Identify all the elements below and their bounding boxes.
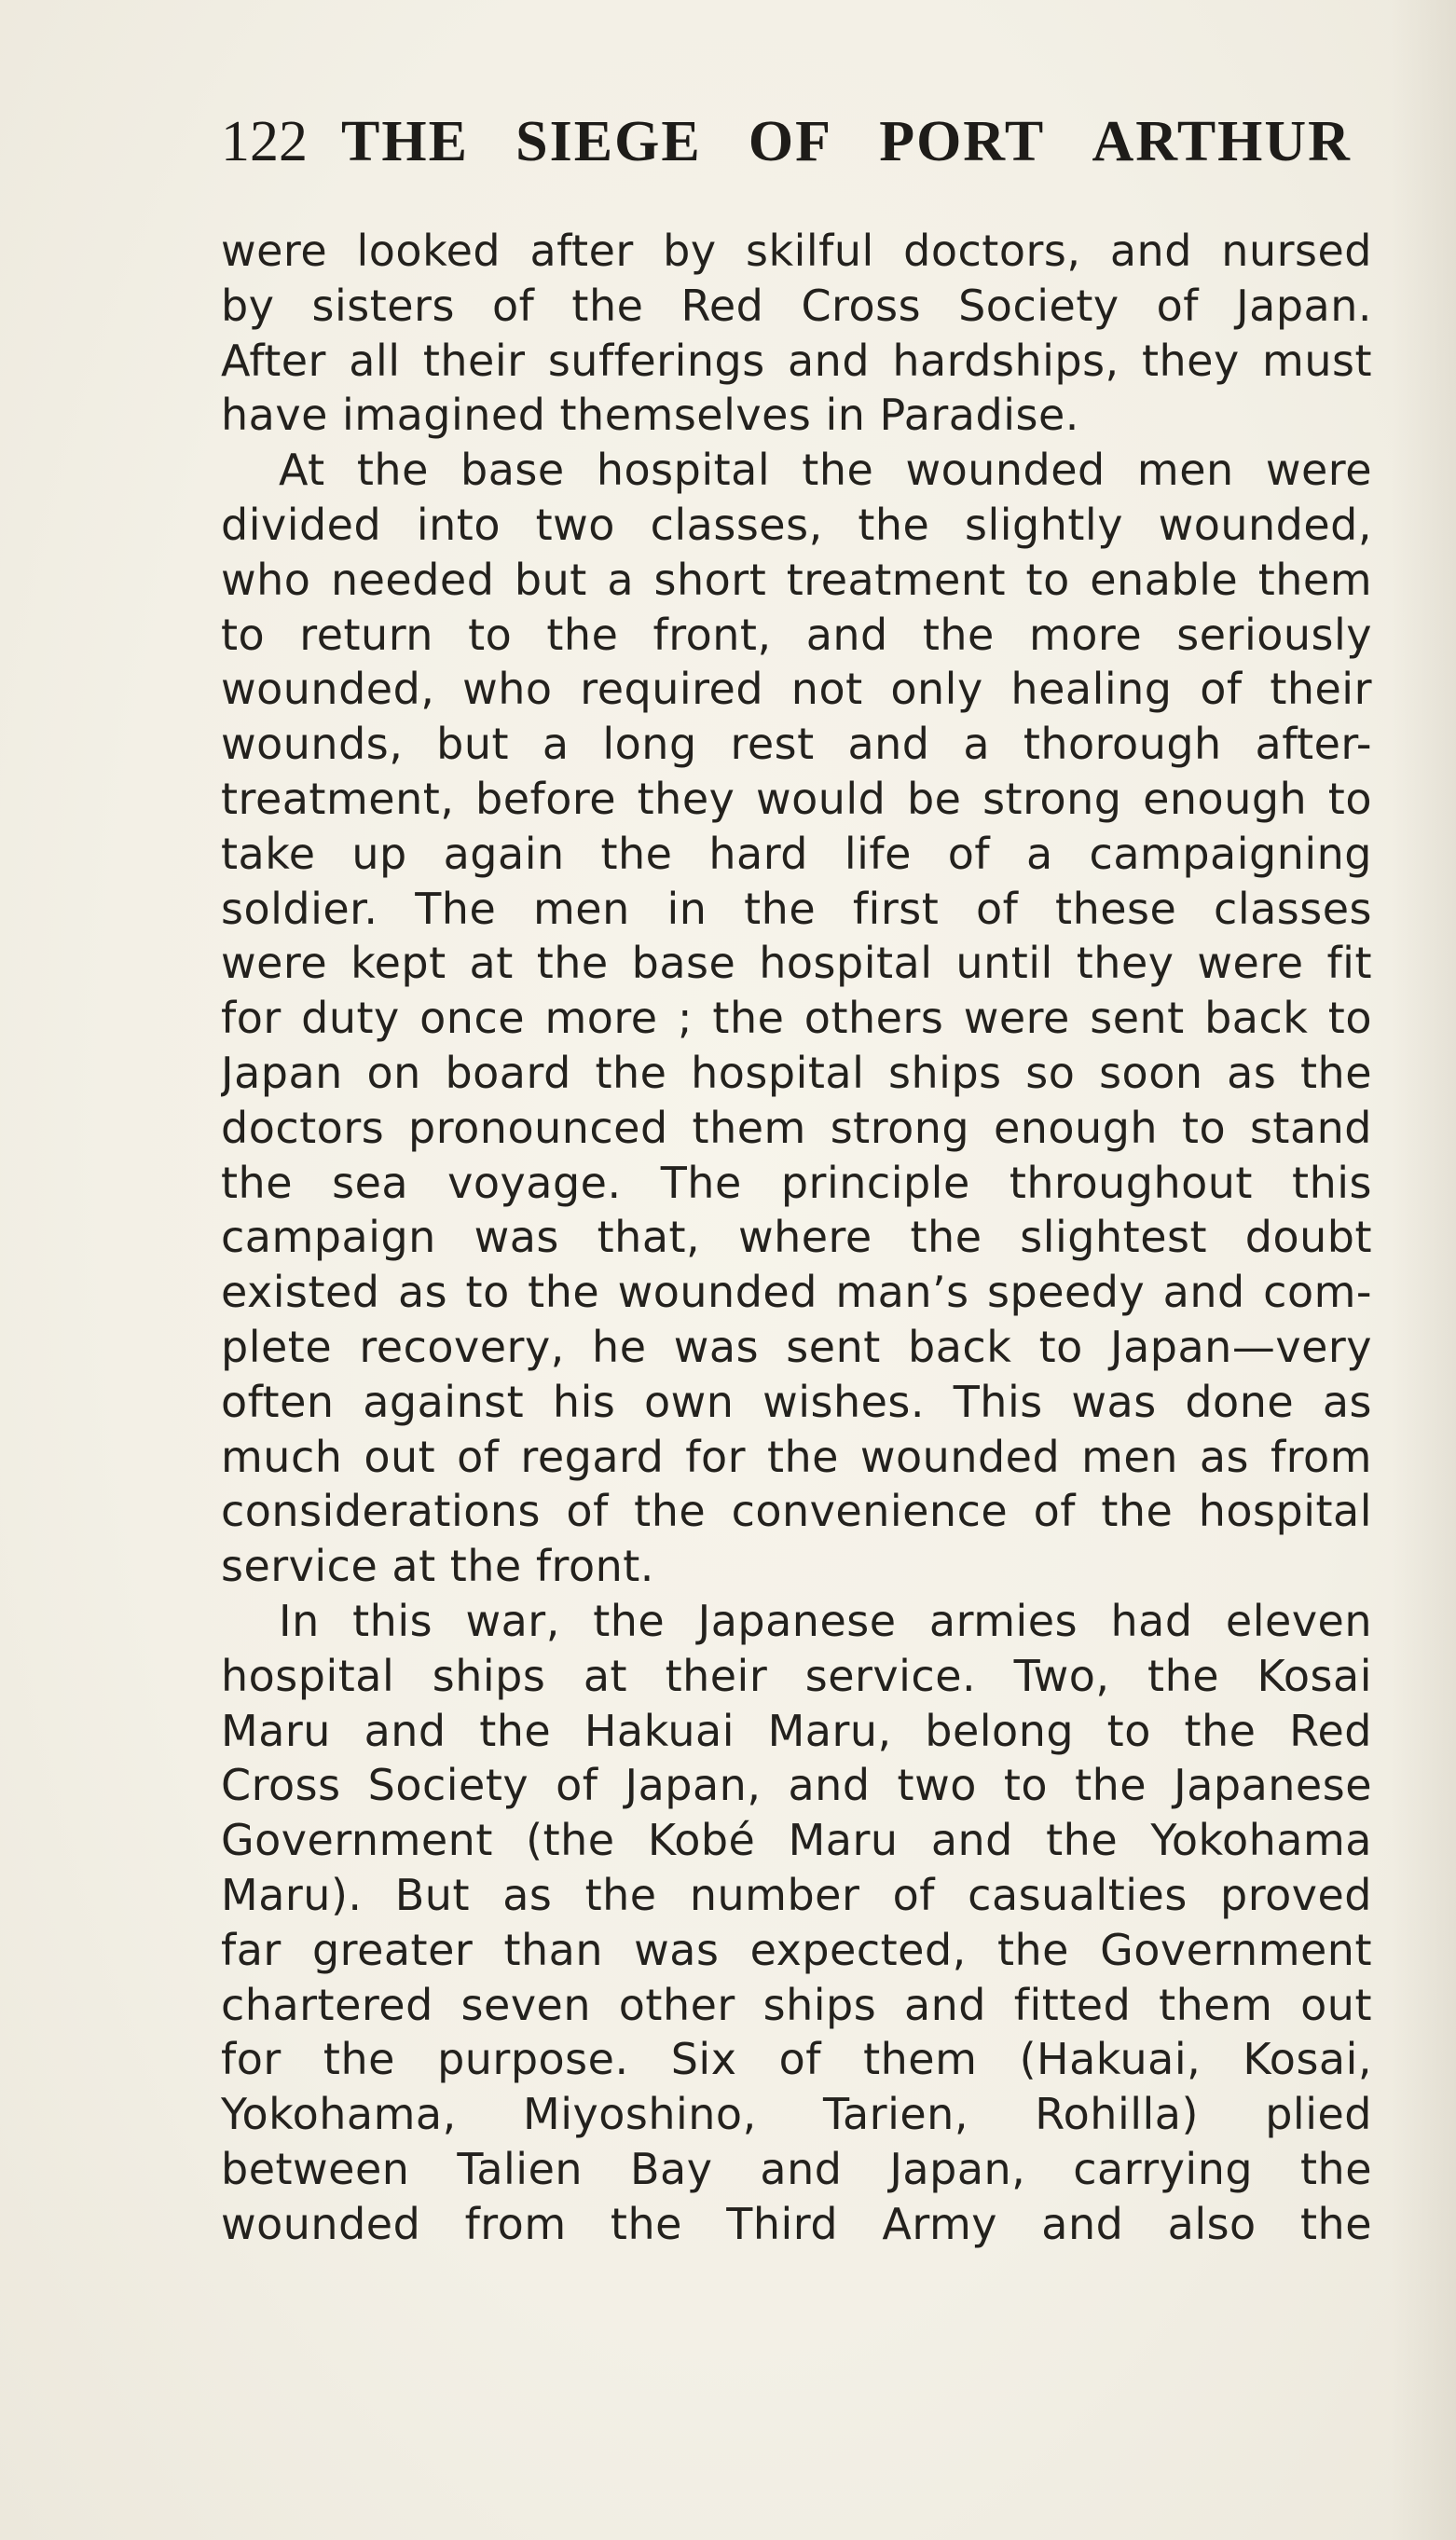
text-line: considerations of the convenience of the hospital	[221, 1486, 1372, 1537]
text-line: Japan on board the hospital ships so soon as the	[221, 1047, 1372, 1098]
text-line: In this war, the Japanese armies had eleven	[279, 1595, 1372, 1646]
text-line: by sisters of the Red Cross Society of Japan.	[221, 280, 1372, 331]
text-line: the sea voyage. The principle throughout this	[221, 1157, 1372, 1208]
text-line: much out of regard for the wounded men as from	[221, 1431, 1372, 1482]
text-line: wounds, but a long rest and a thorough after-	[221, 719, 1372, 770]
paragraph	[221, 443, 1372, 1594]
text-line: take up again the hard life of a campaigning	[221, 828, 1372, 879]
text-line: doctors pronounced them strong enough to stand	[221, 1102, 1372, 1153]
paragraph	[221, 224, 1372, 443]
text-line: Maru and the Hakuai Maru, belong to the Red	[221, 1705, 1372, 1756]
page-number: 122	[221, 110, 308, 173]
text-line: for duty once more ; the others were sent back to	[221, 993, 1372, 1044]
body-text	[221, 224, 1372, 2251]
text-line: who needed but a short treatment to enable them	[221, 554, 1372, 605]
text-line: far greater than was expected, the Government	[221, 1924, 1372, 1975]
page-gutter-shadow	[1391, 0, 1456, 2540]
running-header	[221, 104, 1352, 179]
text-line: Cross Society of Japan, and two to the Japanese	[221, 1760, 1372, 1811]
text-line: between Talien Bay and Japan, carrying the	[221, 2143, 1372, 2194]
text-line: Yokohama, Miyoshino, Tarien, Rohilla) plied	[221, 2089, 1372, 2140]
text-line: treatment, before they would be strong enough to	[221, 773, 1372, 824]
paragraph	[221, 1594, 1372, 2252]
running-title-text: THE SIEGE OF PORT ARTHUR	[341, 110, 1352, 173]
text-line: often against his own wishes. This was done as	[221, 1376, 1372, 1427]
text-line: for the purpose. Six of them (Hakuai, Kosai,	[221, 2034, 1372, 2085]
text-line: existed as to the wounded man’s speedy and com-	[221, 1267, 1372, 1318]
text-line: were looked after by skilful doctors, and nursed	[221, 226, 1372, 276]
text-line: wounded, who required not only healing of their	[221, 664, 1372, 715]
text-line: At the base hospital the wounded men were	[279, 445, 1372, 496]
text-line: divided into two classes, the slightly wounded,	[221, 499, 1372, 550]
text-line: chartered seven other ships and fitted them out	[221, 1979, 1372, 2030]
text-line: campaign was that, where the slightest doubt	[221, 1212, 1372, 1263]
text-line: were kept at the base hospital until they were fit	[221, 938, 1372, 989]
text-line: have imagined themselves in Paradise.	[221, 390, 1079, 441]
text-line: Government (the Kobé Maru and the Yokohama	[221, 1815, 1372, 1866]
text-line: plete recovery, he was sent back to Japan—very	[221, 1321, 1372, 1372]
text-line: to return to the front, and the more seriously	[221, 609, 1372, 660]
running-title	[341, 104, 1352, 179]
text-line: After all their sufferings and hardships, they must	[221, 335, 1372, 386]
text-line: soldier. The men in the first of these classes	[221, 883, 1372, 934]
text-line: service at the front.	[221, 1541, 654, 1592]
text-line: wounded from the Third Army and also the	[221, 2198, 1372, 2249]
text-line: hospital ships at their service. Two, the Kosai	[221, 1650, 1372, 1701]
text-line: Maru). But as the number of casualties proved	[221, 1869, 1372, 1920]
